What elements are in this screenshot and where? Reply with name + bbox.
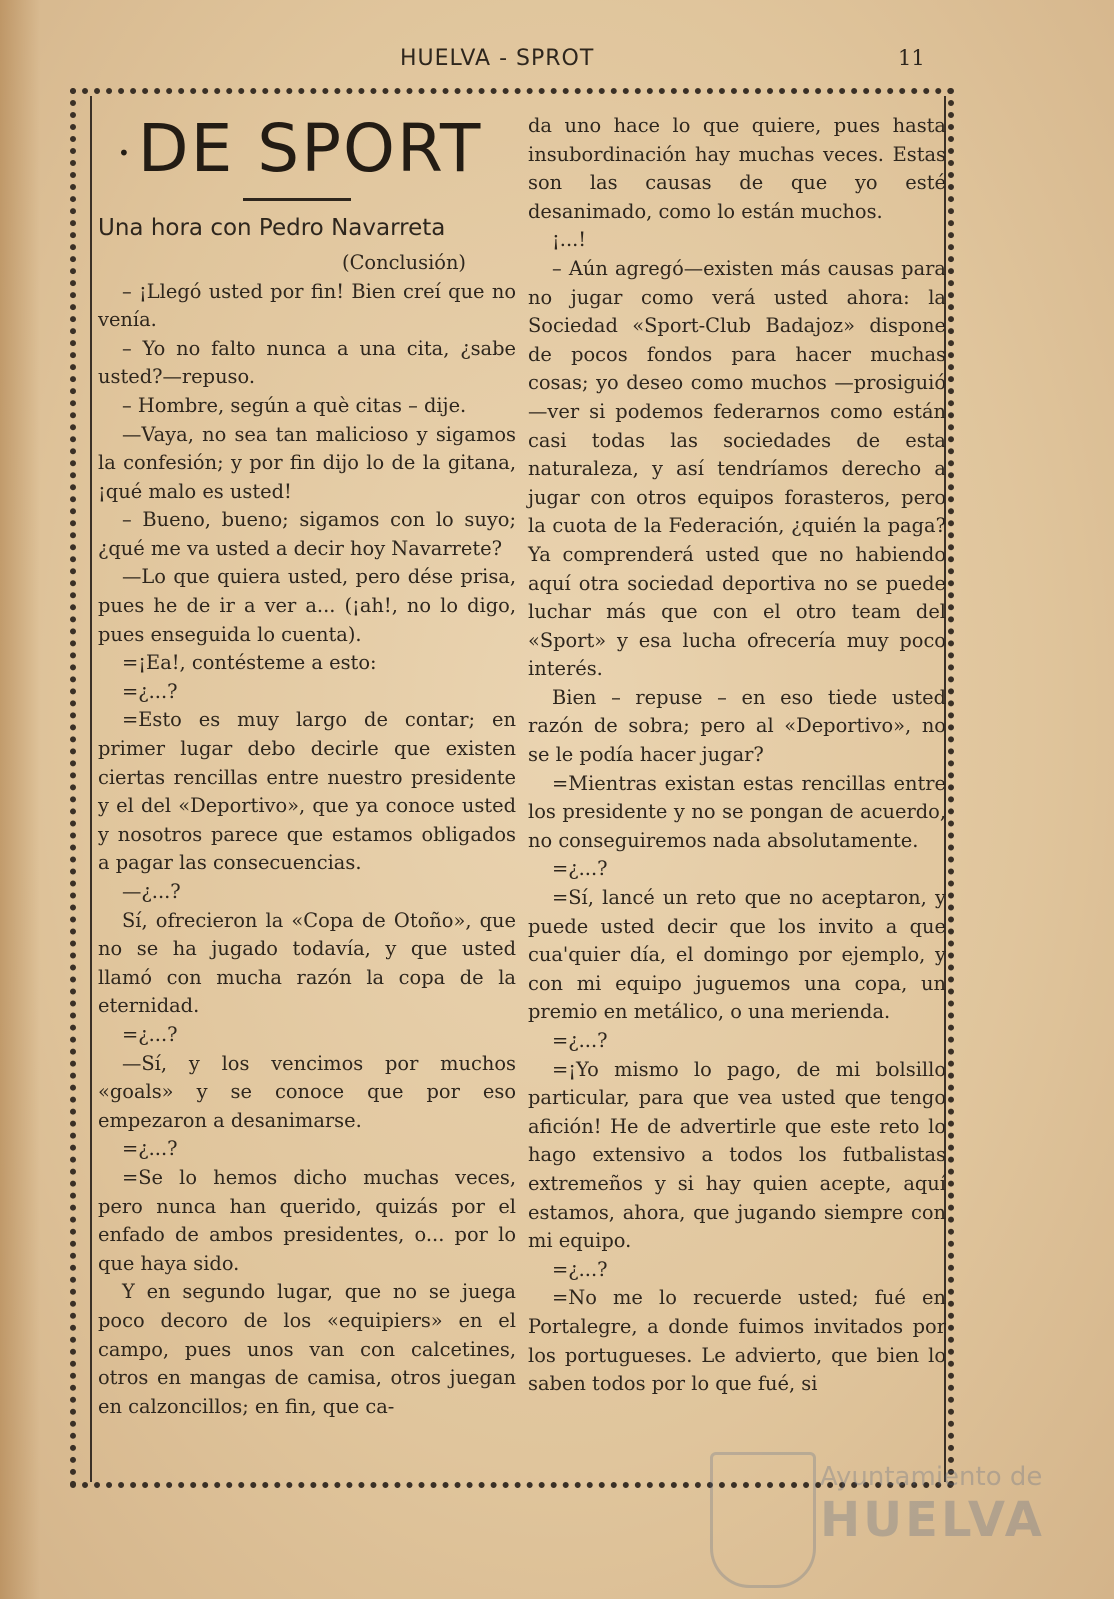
watermark-line1: Ayuntamiento de [820, 1462, 1043, 1492]
left-paragraph: =¿...? [122, 1022, 178, 1046]
right-paragraph: =¡Yo mismo lo pago, de mi bolsillo particular, para que vea usted que tengo afición! He de advertirle que este reto lo hago extensivo a todos los futbalistas extremeños y si hay quien acepte, aquí estamos, ahora, que jugando siempre con mi equipo. [528, 1057, 946, 1253]
watermark-line2: HUELVA [820, 1492, 1045, 1548]
right-paragraph: =No me lo recuerde usted; fué en Portalegre, a donde fuimos invitados por los portugueses. Le advierto, que bien lo saben todos por lo que fué, si [528, 1286, 946, 1396]
archive-watermark [700, 1452, 1100, 1592]
coat-of-arms-icon [710, 1452, 816, 1588]
left-column [98, 112, 516, 1421]
title-block [98, 112, 516, 278]
right-paragraph: Bien – repuse – en eso tiede usted razón de sobra; pero al «Deportivo», no se le podía hacer jugar? [528, 685, 946, 767]
right-column [528, 112, 946, 1399]
right-paragraph: =¿...? [552, 857, 608, 881]
left-paragraph: —Sí, y los vencimos por muchos «goals» y se conoce que por eso empezaron a desanimarse. [98, 1051, 516, 1132]
left-paragraph: – Yo no falto nunca a una cita, ¿sabe usted?—repuso. [98, 336, 516, 389]
page-number: 11 [898, 46, 925, 70]
left-paragraph: =¿...? [122, 679, 178, 703]
left-paragraph: =Esto es muy largo de contar; en primer lugar debo decirle que existen ciertas rencillas entre nuestro presidente y el del «Deportivo», que ya conoce usted y nosotros parece que estamos obligados a pagar las consecuencias. [98, 708, 516, 875]
right-paragraph: ¡...! [552, 228, 587, 252]
left-paragraph: – Hombre, según a què citas – dije. [122, 393, 467, 417]
left-paragraph: —Vaya, no sea tan malicioso y sigamos la confesión; y por fin dijo lo de la gitana, ¡qué malo es usted! [98, 422, 516, 503]
left-paragraph: Y en segundo lugar, que no se juega poco decoro de los «equipiers» en el campo, pues unos van con calcetines, otros en mangas de camisa, otros juegan en calzoncillos; en fin, que ca- [98, 1280, 516, 1418]
left-paragraph: =¡Ea!, contésteme a esto: [122, 651, 377, 675]
right-paragraph: da uno hace lo que quiere, pues hasta insubordinación hay muchas veces. Estas son las causas de que yo esté desanimado, como lo están muchos. [528, 114, 946, 223]
right-paragraph: =Sí, lancé un reto que no aceptaron, y puede usted decir que los invito a que cua'quier día, el domingo por ejemplo, y con mi equipo juguemos una copa, un premio en metálico, o una merienda. [528, 886, 946, 1024]
left-paragraph: – Bueno, bueno; sigamos con lo suyo; ¿qué me va usted a decir hoy Navarrete? [98, 508, 516, 560]
right-body [528, 112, 946, 1399]
left-paragraph: – ¡Llegó usted por fin! Bien creí que no venía. [98, 279, 516, 332]
article-title-text: DE SPORT [137, 110, 483, 187]
running-title: HUELVA - SPROT [400, 46, 595, 71]
bullet-icon: • [118, 140, 132, 165]
right-paragraph: – Aún agregó—existen más causas para no jugar como verá usted ahora: la Sociedad «Sport-Club Badajoz» dispone de pocos fondos para hacer muchas cosas; yo deseo como muchos —prosiguió—ver si podemos federarnos como están casi todas las sociedades de esta naturaleza, y así tendríamos derecho a jugar con otros equipos forasteros, pero la cuota de la Federación, ¿quién la paga? Ya comprenderá usted que no habiendo aquí otra sociedad deportiva no se puede luchar más que con el otro team del «Sport» y esa lucha ofrecería muy poco interés. [528, 256, 946, 681]
left-paragraph: —Lo que quiera usted, pero dése prisa, pues he de ir a ver a... (¡ah!, no lo digo, pues enseguida lo cuenta). [98, 565, 516, 646]
left-paragraph: Sí, ofrecieron la «Copa de Otoño», que no se ha jugado todavía, y que usted llamó con mucha razón la copa de la eternidad. [98, 908, 516, 1018]
article-subtitle: Una hora con Pedro Navarreta [98, 214, 446, 241]
left-paragraph: =Se lo hemos dicho muchas veces, pero nunca han querido, quizás por el enfado de ambos presidentes, o... por lo que haya sido. [98, 1165, 516, 1275]
title-rule [243, 198, 351, 201]
right-paragraph: =¿...? [552, 1029, 608, 1052]
left-paragraph: —¿...? [122, 880, 181, 903]
page-edge-shadow [0, 0, 40, 1599]
left-paragraph: =¿...? [122, 1137, 178, 1161]
left-body [98, 278, 516, 1422]
right-paragraph: =Mientras existan estas rencillas entre los presidente y no se pongan de acuerdo, no conseguiremos nada absolutamente. [528, 771, 946, 852]
article-title [118, 112, 516, 190]
right-paragraph: =¿...? [552, 1257, 608, 1281]
page-header [0, 46, 1114, 78]
conclusion-note: (Conclusión) [342, 250, 466, 274]
